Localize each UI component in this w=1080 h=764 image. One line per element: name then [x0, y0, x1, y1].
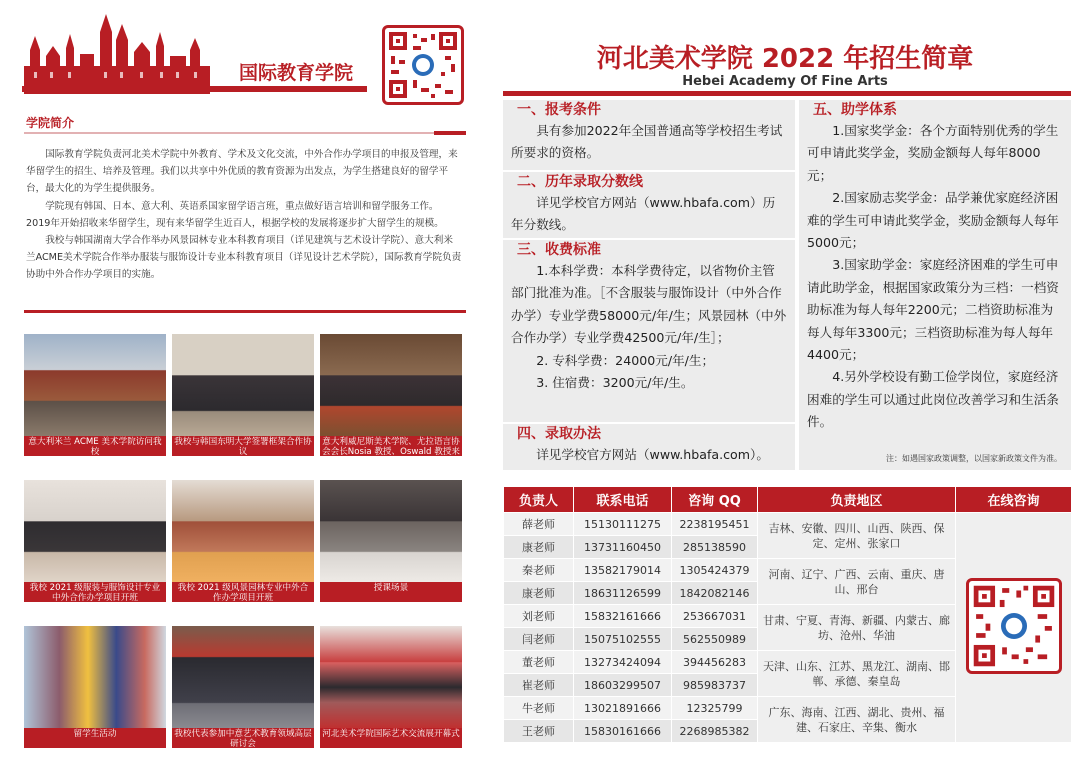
photo-card — [24, 480, 166, 602]
aid-item: 3.国家助学金：家庭经济困难的学生可申请此助学金，根据国家政策分为三档：一档资助标准为每人每年2200元；二档资助标准为每人每年3300元；三档资助标准为每人每年4400元； — [807, 257, 1059, 363]
contact-name: 康老师 — [504, 536, 574, 559]
contact-qq[interactable]: 2268985382 — [672, 720, 758, 743]
contact-phone[interactable]: 15130111275 — [574, 513, 672, 536]
region-cell: 广东、海南、江西、湖北、贵州、福建、石家庄、辛集、衡水 — [758, 697, 956, 743]
contact-phone[interactable]: 18603299507 — [574, 674, 672, 697]
contact-name: 牛老师 — [504, 697, 574, 720]
intro-divider-accent — [434, 131, 466, 135]
table-header-row — [504, 487, 1072, 513]
contact-qq[interactable]: 562550989 — [672, 628, 758, 651]
contact-phone[interactable]: 13273424094 — [574, 651, 672, 674]
intro-paragraph-1: 国际教育学院负责河北美术学院中外教育、学术及文化交流，中外合作办学项目的申报及管理，来华留学生的招生、培养及管理。我们以共享中外优质的教育资源为出发点，为学生搭建良好的留学平台，最大化的为学生提供服务。 — [26, 149, 458, 195]
contact-name: 董老师 — [504, 651, 574, 674]
contact-phone[interactable]: 15832161666 — [574, 605, 672, 628]
photo-image — [320, 334, 462, 436]
dept-title: 国际教育学院 — [238, 62, 353, 84]
header-phone: 联系电话 — [574, 487, 672, 513]
section-heading: 四、录取办法 — [517, 426, 601, 442]
contact-qq[interactable]: 1305424379 — [672, 559, 758, 582]
section-heading: 五、助学体系 — [813, 102, 897, 118]
section-scores — [503, 172, 795, 238]
header-online: 在线咨询 — [956, 487, 1072, 513]
photo-image — [24, 480, 166, 582]
page-subtitle: Hebei Academy Of Fine Arts — [682, 74, 888, 89]
qr-code-icon[interactable] — [966, 578, 1062, 674]
photo-caption: 授课场景 — [320, 582, 462, 602]
contact-qq[interactable]: 253667031 — [672, 605, 758, 628]
fee-item: 2. 专科学费：24000元/年/生； — [536, 352, 715, 368]
contact-phone[interactable]: 18631126599 — [574, 582, 672, 605]
section-heading: 三、收费标准 — [517, 242, 601, 258]
intro-divider — [24, 132, 466, 134]
aid-item: 2.国家励志奖学金：品学兼优家庭经济困难的学生可申请此奖学金，奖励金额每人每年5000元； — [807, 190, 1059, 251]
contact-qq[interactable]: 2238195451 — [672, 513, 758, 536]
photo-card — [320, 480, 462, 602]
region-cell: 天津、山东、江苏、黑龙江、湖南、邯郸、承德、秦皇岛 — [758, 651, 956, 697]
section-admission — [503, 424, 795, 470]
header-region: 负责地区 — [758, 487, 956, 513]
photo-card — [172, 334, 314, 456]
photo-caption: 留学生活动 — [24, 728, 166, 748]
contact-name: 王老师 — [504, 720, 574, 743]
contact-qq[interactable]: 985983737 — [672, 674, 758, 697]
header-contact: 负责人 — [504, 487, 574, 513]
policy-note: 注：如遇国家政策调整，以国家新政策文件为准。 — [886, 454, 1062, 463]
photo-image — [24, 626, 166, 728]
contact-phone[interactable]: 13021891666 — [574, 697, 672, 720]
intro-heading: 学院简介 — [26, 116, 75, 130]
intro-paragraph-3: 我校与韩国湖南大学合作举办风景园林专业本科教育项目（详见建筑与艺术设计学院）、意大利米兰ACME美术学院合作举办服装与服饰设计专业本科教育项目（详见设计艺术学院），国际教育学院负责协助中外合作办学项目的实施。 — [26, 235, 462, 281]
table-row — [504, 513, 1072, 536]
section-eligibility — [503, 100, 795, 170]
photo-card — [320, 626, 462, 748]
photo-image — [172, 626, 314, 728]
photo-card — [172, 480, 314, 602]
photo-image — [172, 480, 314, 582]
contact-qq[interactable]: 12325799 — [672, 697, 758, 720]
contact-phone[interactable]: 15075102555 — [574, 628, 672, 651]
region-cell: 甘肃、宁夏、青海、新疆、内蒙古、廊坊、沧州、华油 — [758, 605, 956, 651]
region-cell: 河南、辽宁、广西、云南、重庆、唐山、邢台 — [758, 559, 956, 605]
photo-image — [24, 334, 166, 436]
photo-card — [24, 334, 166, 456]
contact-name: 刘老师 — [504, 605, 574, 628]
contact-name: 康老师 — [504, 582, 574, 605]
photo-card — [24, 626, 166, 748]
contact-name: 薛老师 — [504, 513, 574, 536]
contact-name: 秦老师 — [504, 559, 574, 582]
photo-card — [320, 334, 462, 467]
contact-qq[interactable]: 285138590 — [672, 536, 758, 559]
photo-caption: 意大利米兰 ACME 美术学院访问我校 — [24, 436, 166, 456]
section-heading: 二、历年录取分数线 — [517, 174, 643, 190]
photo-caption: 河北美术学院国际艺术交流展开幕式 — [320, 728, 462, 748]
aid-item: 4.另外学校设有勤工俭学岗位，家庭经济困难的学生可以通过此岗位改善学习和生活条件。 — [807, 369, 1059, 430]
section-financial-aid — [799, 100, 1071, 470]
photo-caption: 我校代表参加中意艺术教育领域高层研讨会 — [172, 728, 314, 748]
contact-name: 闫老师 — [504, 628, 574, 651]
section-text: 具有参加2022年全国普通高等学校招生考试所要求的资格。 — [511, 123, 783, 161]
header-rule — [22, 86, 367, 92]
page-title: 河北美术学院 2022 年招生简章 — [596, 44, 974, 74]
contact-phone[interactable]: 13731160450 — [574, 536, 672, 559]
photo-image — [320, 480, 462, 582]
contact-qq[interactable]: 394456283 — [672, 651, 758, 674]
aid-item: 1.国家奖学金：各个方面特别优秀的学生可申请此奖学金，奖励金额每人每年8000元； — [807, 123, 1059, 183]
campus-skyline-illustration — [22, 10, 210, 94]
photo-card — [172, 626, 314, 748]
photo-caption: 我校 2021 级风景园林专业中外合作办学项目开班 — [172, 582, 314, 602]
photo-caption: 我校与韩国东明大学签署框架合作协议 — [172, 436, 314, 456]
intro-text — [26, 146, 462, 284]
intro-paragraph-2: 学院现有韩国、日本、意大利、英语系国家留学语言班，重点做好语言培训和留学服务工作。2019年开始招收来华留学生，现有来华留学生近百人，根据学校的发展将逐步扩大留学生的规模。 — [26, 200, 444, 229]
fee-item: 1.本科学费：本科学费待定，以省物价主管部门批准为准。［不含服装与服饰设计（中外合作办学）专业学费58000元/年/生；风景园林（中外合作办学）专业学费42500元/年/生］； — [511, 263, 787, 346]
section-text: 详见学校官方网站（www.hbafa.com）历年分数线。 — [511, 195, 776, 233]
header-qq: 咨询 QQ — [672, 487, 758, 513]
photo-image — [172, 334, 314, 436]
title-rule — [503, 91, 1071, 96]
section-heading: 一、报考条件 — [517, 102, 601, 118]
contact-qq[interactable]: 1842082146 — [672, 582, 758, 605]
contact-table — [503, 486, 1072, 743]
section-fees — [503, 240, 795, 422]
fee-item: 3. 住宿费：3200元/年/生。 — [536, 375, 694, 391]
photo-caption: 意大利威尼斯美术学院、尤拉语言协会会长Nosia 教授、Oswald 教授来访 — [322, 437, 461, 467]
section-text: 详见学校官方网站（www.hbafa.com）。 — [536, 447, 769, 462]
region-cell: 吉林、安徽、四川、山西、陕西、保定、定州、张家口 — [758, 513, 956, 559]
intro-bottom-rule — [24, 310, 466, 313]
contact-phone[interactable]: 15830161666 — [574, 720, 672, 743]
contact-name: 崔老师 — [504, 674, 574, 697]
photo-image — [320, 626, 462, 728]
qr-code-icon[interactable] — [382, 25, 464, 105]
online-consult-cell — [956, 513, 1072, 743]
contact-phone[interactable]: 13582179014 — [574, 559, 672, 582]
photo-caption: 我校 2021 级服装与服饰设计专业中外合作办学项目开班 — [24, 582, 166, 602]
